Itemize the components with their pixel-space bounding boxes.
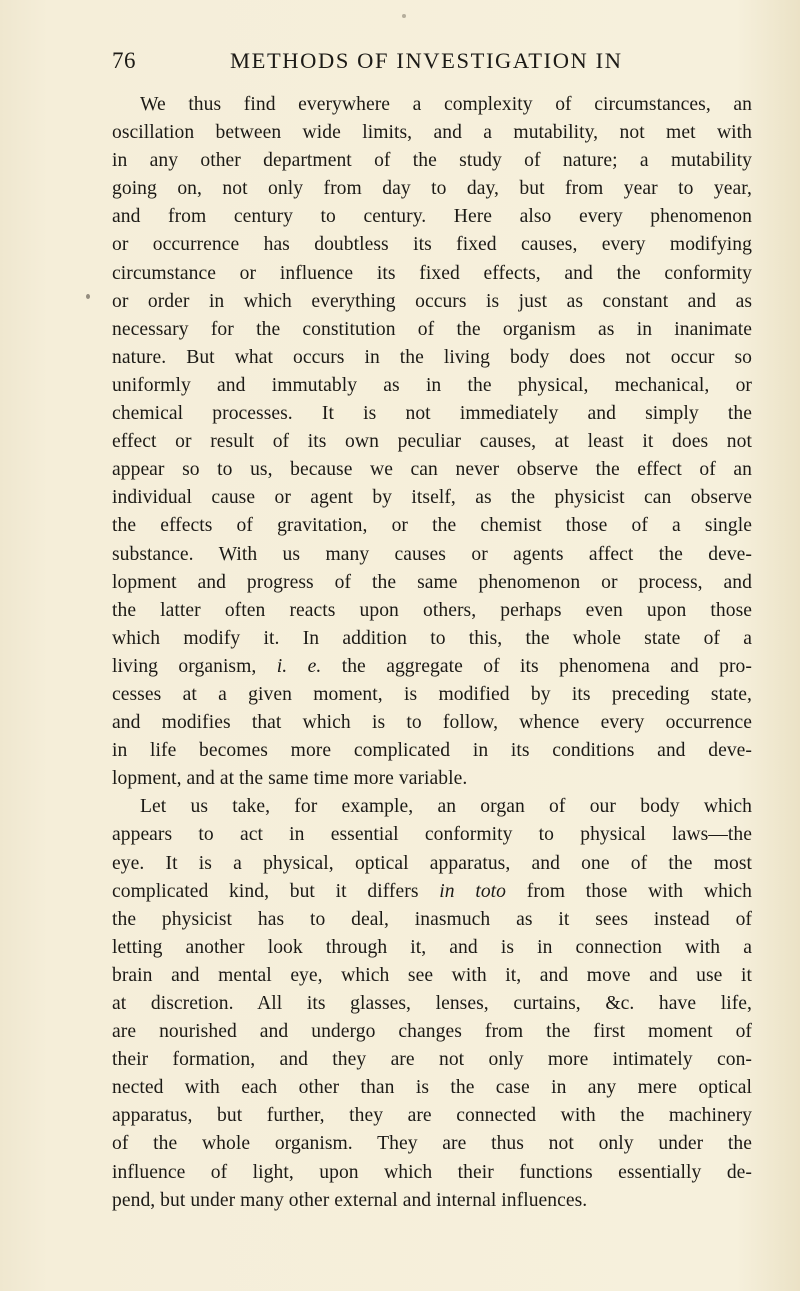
text-line: in any other department of the study of nature; a mutability xyxy=(112,150,752,172)
text-fragment: complicated kind, but it differs xyxy=(112,880,440,902)
text-line: the latter often reacts upon others, perhaps even upon those xyxy=(112,599,752,621)
text-line: their formation, and they are not only more intimately con- xyxy=(112,1049,752,1071)
text-line: lopment, and at the same time more variable. xyxy=(112,768,468,790)
text-line: of the whole organism. They are thus not only under the xyxy=(112,1133,752,1155)
running-head: METHODS OF INVESTIGATION IN xyxy=(230,48,623,73)
text-line: and from century to century. Here also every phenomenon xyxy=(112,206,752,228)
text-line: appears to act in essential conformity to physical laws—the xyxy=(112,824,752,846)
text-line: brain and mental eye, which see with it, and move and use it xyxy=(112,964,752,986)
page-speck xyxy=(402,14,406,18)
text-line-italic-ie xyxy=(112,653,752,681)
text-line: the effects of gravitation, or the chemist those of a single xyxy=(112,515,752,537)
text-line: necessary for the constitution of the organism as in inanimate xyxy=(112,318,752,340)
text-line: in life becomes more complicated in its conditions and deve- xyxy=(112,740,752,762)
text-fragment: living organism, xyxy=(112,655,277,677)
text-line: going on, not only from day to day, but from year to year, xyxy=(112,178,752,200)
text-line: cesses at a given moment, is modified by its preceding state, xyxy=(112,683,752,705)
text-line: letting another look through it, and is in connection with a xyxy=(112,936,752,958)
text-line-italic-in-toto xyxy=(112,878,752,906)
text-line: pend, but under many other external and internal influences. xyxy=(112,1189,588,1211)
text-line: uniformly and immutably as in the physical, mechanical, or xyxy=(112,374,752,396)
text-line: the physicist has to deal, inasmuch as it sees instead of xyxy=(112,908,752,930)
text-line: apparatus, but further, they are connected with the machinery xyxy=(112,1105,752,1127)
text-line: circumstance or influence its fixed effects, and the conformity xyxy=(112,262,752,284)
text-line: or occurrence has doubtless its fixed causes, every modifying xyxy=(112,234,752,256)
text-fragment: from those with which xyxy=(506,880,752,902)
text-fragment: the aggregate of its phenomena and pro- xyxy=(321,655,752,677)
text-line: eye. It is a physical, optical apparatus, and one of the most xyxy=(112,852,752,874)
text-line: at discretion. All its glasses, lenses, curtains, &c. have life, xyxy=(112,993,752,1014)
text-line: and modifies that which is to follow, whence every occurrence xyxy=(112,712,752,734)
text-line: Let us take, for example, an organ of our body which xyxy=(140,796,752,818)
text-line: are nourished and undergo changes from the first moment of xyxy=(112,1021,752,1043)
italic-fragment: in toto xyxy=(439,880,507,902)
page-number: 76 xyxy=(112,48,136,73)
italic-fragment: i. e. xyxy=(276,655,322,677)
text-line: influence of light, upon which their functions essentially de- xyxy=(112,1161,752,1183)
text-line: individual cause or agent by itself, as the physicist can observe xyxy=(112,487,752,509)
text-line: We thus find everywhere a complexity of circumstances, an xyxy=(140,94,752,115)
text-line: chemical processes. It is not immediately and simply the xyxy=(112,403,752,425)
margin-mark xyxy=(86,294,90,299)
page-header xyxy=(112,48,742,78)
body-text xyxy=(112,91,752,1215)
text-line: nected with each other than is the case in any mere optical xyxy=(112,1077,752,1099)
text-line: nature. But what occurs in the living body does not occur so xyxy=(112,346,752,368)
text-line: substance. With us many causes or agents affect the deve- xyxy=(112,543,752,565)
text-line: which modify it. In addition to this, the whole state of a xyxy=(112,627,752,649)
text-line: effect or result of its own peculiar causes, at least it does not xyxy=(112,431,752,453)
text-line: appear so to us, because we can never observe the effect of an xyxy=(112,459,752,481)
text-line: oscillation between wide limits, and a mutability, not met with xyxy=(112,122,752,144)
text-line: or order in which everything occurs is just as constant and as xyxy=(112,290,752,312)
text-line: lopment and progress of the same phenomenon or process, and xyxy=(112,571,752,593)
